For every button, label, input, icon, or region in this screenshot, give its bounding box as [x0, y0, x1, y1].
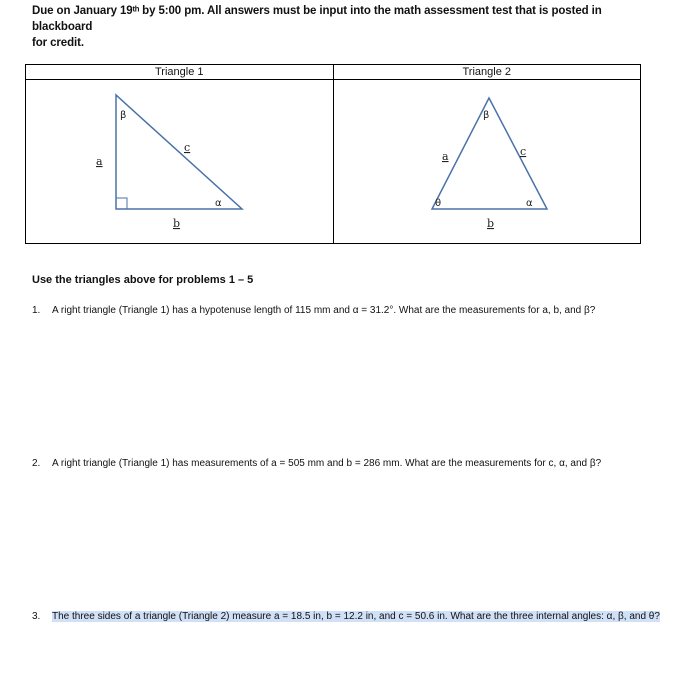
triangle-2-a-label: a: [441, 150, 449, 163]
problem-1: [32, 304, 662, 318]
due-date-line-2: for credit.: [32, 37, 84, 49]
due-date-notice: [32, 3, 662, 51]
triangle-2-c-label: c: [519, 145, 526, 158]
triangle-1-alpha-label: α: [215, 198, 222, 209]
triangle-2-alpha-label: α: [525, 198, 533, 209]
triangle-1-c-label: c: [184, 141, 191, 154]
triangle-1-b-label: b: [173, 217, 181, 230]
problem-3-number: 3.: [32, 611, 41, 622]
triangle-2-b-label: b: [486, 217, 494, 230]
problem-3: [32, 610, 662, 624]
problem-3-text: The three sides of a triangle (Triangle 2) measure a = 18.5 in, b = 12.2 in, and c = 50.6 in. What are the three internal angles: α, β, and θ?: [52, 611, 660, 622]
triangles-table: [25, 64, 641, 244]
triangle-1-title: Triangle 1: [26, 65, 334, 80]
triangle-1-figure: [26, 80, 333, 243]
triangle-1-shape: [116, 95, 242, 209]
triangle-1-beta-label: β: [120, 110, 127, 121]
triangle-2-title: Triangle 2: [333, 65, 641, 80]
instructions-heading: Use the triangles above for problems 1 – 5: [32, 274, 254, 286]
problem-1-number: 1.: [32, 305, 41, 316]
triangle-2-figure: [334, 80, 641, 243]
problem-2: [32, 457, 662, 471]
due-date-line-1: Due on January 19ᵗʰ by 5:00 pm. All answers must be input into the math assessment test that is posted in blackboard: [32, 5, 602, 33]
triangle-1-cell: [26, 80, 334, 244]
problem-2-text: A right triangle (Triangle 1) has measurements of a = 505 mm and b = 286 mm. What are the measurements for c, α, and β?: [52, 458, 602, 469]
triangle-2-shape: [432, 98, 547, 209]
problem-2-number: 2.: [32, 458, 41, 469]
triangle-2-cell: [333, 80, 641, 244]
right-angle-marker: [116, 198, 127, 209]
triangle-1-a-label: a: [96, 155, 103, 168]
triangle-2-theta-label: θ: [434, 198, 441, 209]
triangle-2-beta-label: β: [482, 110, 489, 121]
problem-1-text: A right triangle (Triangle 1) has a hypotenuse length of 115 mm and α = 31.2°. What are the measurements for a, b, and β?: [52, 305, 596, 316]
